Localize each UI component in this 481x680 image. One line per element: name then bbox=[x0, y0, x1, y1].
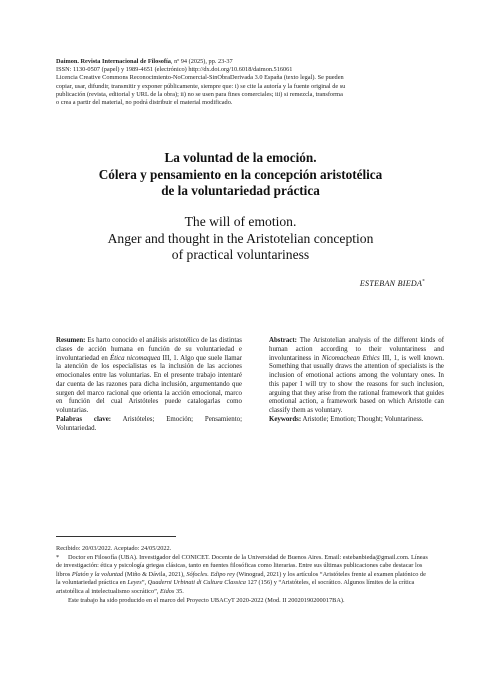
resumen-text: Es harto conocido el análisis aristotélico de las distintas clases de acción humana en función de su voluntariedad e involuntariedad en bbox=[56, 337, 242, 362]
journal-name: Daimon. Revista Internacional de Filosofía bbox=[56, 58, 171, 65]
resumen-label: Resumen: bbox=[56, 337, 86, 344]
abstract-column bbox=[269, 337, 444, 425]
author-name: ESTEBAN BIEDA bbox=[359, 279, 423, 288]
abstract-text: The Aristotelian analysis of the different kinds of human action according to their voluntariness and involuntariness in bbox=[269, 337, 444, 362]
spanish-title-line: de la voluntariedad práctica bbox=[161, 183, 320, 198]
english-title-line: of practical voluntariness bbox=[171, 247, 310, 263]
palabras-clave-list: Aristóteles; Emoción; Pensamiento; Voluntariedad. bbox=[56, 415, 242, 432]
author-bio-text: (Miño & Dávila, 2021), bbox=[123, 570, 187, 578]
spanish-title-line: Cólera y pensamiento en la concepción aristotélica bbox=[98, 166, 383, 182]
spanish-title bbox=[40, 150, 441, 200]
footnote-marker: * bbox=[56, 553, 60, 561]
footnotes bbox=[56, 545, 428, 605]
resumen-italic-title: Ética nicomaquea bbox=[110, 354, 161, 362]
abstract-italic-title: Nicomachean Ethics bbox=[321, 354, 380, 362]
author-bio-text: 35. bbox=[174, 587, 184, 595]
license-line: o crea a partir del material, no podrá distribuir el material modificado. bbox=[56, 99, 233, 107]
journal-title: Quaderni Urbinati di Cultura Classica bbox=[147, 579, 246, 587]
abstract-text: III, 1, is well known. Something that usually draws the attention of specialists is the inclusion of emotional actions among the voluntary ones. In this paper I will try to show the reasons for such inclusion, arguing that they arise from the rational framework that guides emotional action, a framework based on which Aristotle can classify them as voluntary. bbox=[269, 354, 444, 414]
keywords bbox=[269, 416, 444, 425]
keywords-label: Keywords: bbox=[269, 415, 302, 423]
license-line: copiar, usar, difundir, transmitir y exponer públicamente, siempre que: i) se cite la autoría y la fuente original de su bbox=[56, 82, 346, 90]
resumen-paragraph bbox=[56, 337, 242, 416]
journal-citation bbox=[56, 58, 430, 66]
book-title: Platón y la voluntad bbox=[71, 570, 124, 578]
abstract-paragraph bbox=[269, 337, 444, 416]
journal-title: Eidos bbox=[160, 587, 175, 595]
resumen-text: III, 1. Algo que suele llamar la atención de los especialistas es la inclusión de las acciones emocionales entre las voluntarias. En el presente trabajo intentaré dar cuenta de las razones para dicha inclusión, argumentando que surgen del marco racional que orienta la acción emocional, marco en función del cual Aristóteles puede catalogarlas como voluntarias. bbox=[56, 354, 242, 414]
author-bio-text: (Winograd, 2021) y los artículos “Aristóteles frente al examen platónico de la voluntariedad práctica en bbox=[56, 570, 426, 587]
author-footnote-marker: * bbox=[422, 279, 425, 285]
license-line: publicación (revista, editorial y URL de la obra); ii) no se usen para fines comerciales; iii) si remezcla, transforma bbox=[56, 90, 343, 98]
issue-info: , nº 94 (2025), pp. 23-37 bbox=[170, 58, 233, 65]
abstract-label: Abstract: bbox=[269, 337, 297, 344]
palabras-clave bbox=[56, 416, 242, 434]
footnote-separator bbox=[56, 536, 176, 537]
keywords-list: Aristotle; Emotion; Thought; Voluntariness. bbox=[301, 415, 424, 423]
author-bio-text: Doctor en Filosofía (UBA). Investigador del CONICET. Docente de la Universidad de Buenos Aires. Email: estebanbieda@gmail.com. Líneas de investigación: ética y psicología griegas clásicas, tanto en fuentes filosóficas como literarias. Entre sus últimas publicaciones cabe destacar los libros bbox=[56, 553, 428, 578]
english-title-line: Anger and thought in the Aristotelian conception bbox=[107, 230, 374, 246]
project-note: Este trabajo ha sido producido en el marco del Proyecto UBACyT 2020-2022 (Mod. II 20020190200017BA). bbox=[68, 596, 345, 604]
english-title bbox=[40, 214, 441, 264]
issn-line: ISSN: 1130-0507 (papel) y 1989-4651 (electrónico) http://dx.doi.org/10.6018/daimon.516061 bbox=[56, 66, 293, 74]
book-title: Sófocles. Edipo rey bbox=[186, 570, 235, 578]
journal-header bbox=[56, 58, 430, 107]
english-title-line: The will of emotion. bbox=[184, 214, 297, 229]
author-footnote bbox=[56, 554, 428, 597]
spanish-title-line: La voluntad de la emoción. bbox=[164, 150, 317, 165]
work-title: Leyes bbox=[127, 579, 142, 587]
palabras-clave-label: Palabras clave: bbox=[56, 415, 112, 423]
author-bio-text: 127 (156) y “Aristóteles, el socrático. Algunos límites de la crítica aristotélica al intelectualismo socrático”, bbox=[56, 579, 415, 595]
resumen-column bbox=[56, 337, 242, 433]
author-byline bbox=[360, 279, 425, 288]
received-accepted-dates: Recibido: 20/03/2022. Aceptado: 24/05/2022. bbox=[56, 545, 172, 552]
author-bio-text: ”, bbox=[141, 579, 148, 587]
license-line: Licencia Creative Commons Reconocimiento-NoComercial-SinObraDerivada 3.0 España (texto legal). Se pueden bbox=[56, 74, 344, 82]
